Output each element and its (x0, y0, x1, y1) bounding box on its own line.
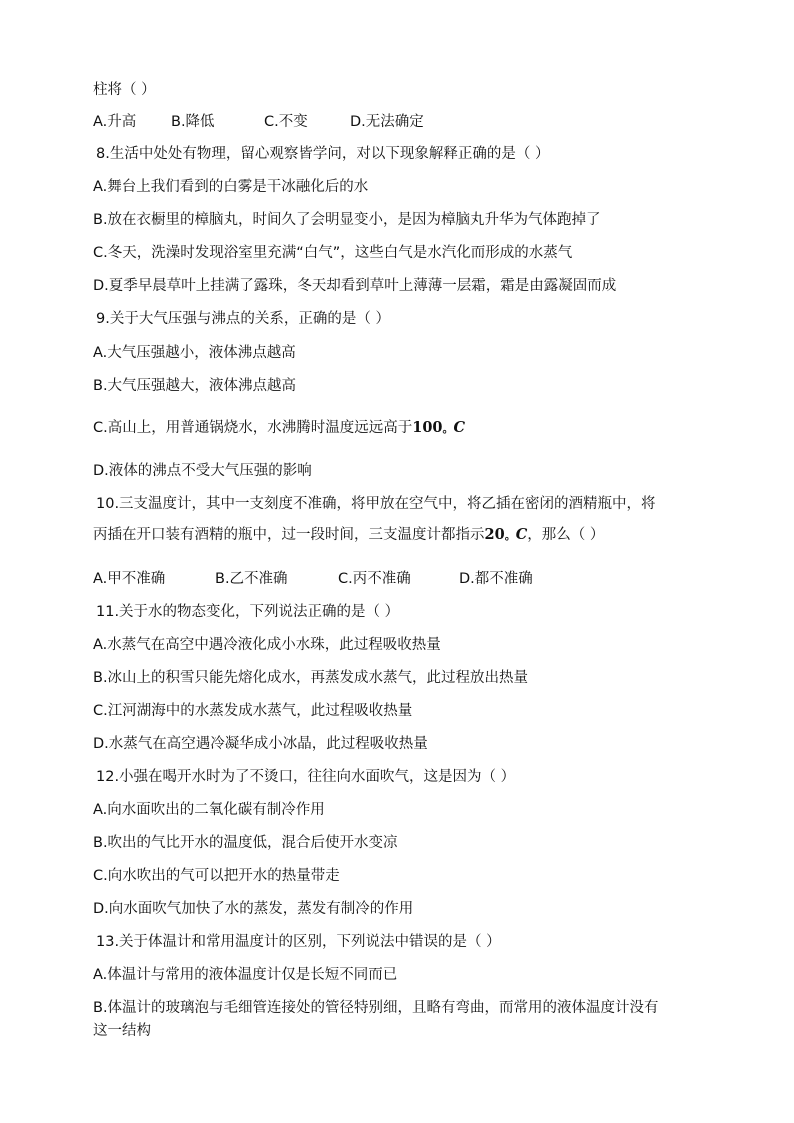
q7-option-b: B.降低 (171, 114, 215, 130)
q10-stem-line2: 丙插在开口装有酒精的瓶中，过一段时间，三支温度计都指示20。C，那么（ ） (93, 526, 605, 543)
q12-option-c: C.向水吹出的气可以把开水的热量带走 (93, 868, 340, 884)
q13-option-b-line1: B.体温计的玻璃泡与毛细管连接处的管径特别细，且略有弯曲，而常用的液体温度计没有 (93, 1000, 659, 1016)
q7-option-d: D.无法确定 (350, 114, 424, 130)
q11-option-a: A.水蒸气在高空中遇冷液化成小水珠，此过程吸收热量 (93, 637, 441, 653)
q9-option-a: A.大气压强越小，液体沸点越高 (93, 345, 296, 361)
q11-option-c: C.江河湖海中的水蒸发成水蒸气，此过程吸收热量 (93, 703, 413, 719)
q7-stem-continuation: 柱将（ ） (93, 82, 156, 98)
q12-option-a: A.向水面吹出的二氧化碳有制冷作用 (93, 802, 325, 818)
q9-option-b: B.大气压强越大，液体沸点越高 (93, 378, 297, 394)
q8-option-d: D.夏季早晨草叶上挂满了露珠，冬天却看到草叶上薄薄一层霜，霜是由露凝固而成 (93, 278, 617, 294)
q12-stem: 12.小强在喝开水时为了不烫口，往往向水面吹气，这是因为（ ） (96, 769, 516, 785)
q8-option-b: B.放在衣橱里的樟脑丸，时间久了会明显变小，是因为樟脑丸升华为气体跑掉了 (93, 212, 601, 228)
q11-option-b: B.冰山上的积雪只能先熔化成水，再蒸发成水蒸气，此过程放出热量 (93, 670, 529, 686)
q11-option-d: D.水蒸气在高空遇冷凝华成小冰晶，此过程吸收热量 (93, 736, 428, 752)
q10-options (93, 569, 533, 589)
q7-options (93, 112, 424, 132)
q8-option-c: C.冬天，洗澡时发现浴室里充满“白气”，这些白气是水汽化而形成的水蒸气 (93, 245, 573, 261)
q8-option-a: A.舞台上我们看到的白雾是干冰融化后的水 (93, 179, 369, 195)
q10-option-d: D.都不准确 (459, 571, 533, 587)
q10-option-c: C.丙不准确 (338, 571, 411, 587)
q9-option-c: C.高山上，用普通锅烧水，水沸腾时温度远远高于100。C (93, 419, 466, 436)
q13-stem: 13.关于体温计和常用温度计的区别，下列说法中错误的是（ ） (96, 934, 501, 950)
q10-stem-line1: 10.三支温度计，其中一支刻度不准确，将甲放在空气中，将乙插在密闭的酒精瓶中，将 (96, 496, 656, 512)
q13-option-b-line2: 这一结构 (93, 1023, 151, 1039)
q9-option-d: D.液体的沸点不受大气压强的影响 (93, 463, 312, 479)
q10-option-b: B.乙不准确 (215, 571, 288, 587)
q12-option-b: B.吹出的气比开水的温度低，混合后使开水变凉 (93, 835, 398, 851)
temperature-value: 100。C (412, 419, 466, 436)
q8-stem: 8.生活中处处有物理，留心观察皆学问，对以下现象解释正确的是（ ） (96, 146, 550, 162)
q7-option-c: C.不变 (264, 114, 308, 130)
q9-stem: 9.关于大气压强与沸点的关系，正确的是（ ） (96, 311, 390, 327)
temperature-value: 20。C (484, 526, 528, 543)
q10-option-a: A.甲不准确 (93, 571, 166, 587)
q11-stem: 11.关于水的物态变化，下列说法正确的是（ ） (96, 604, 400, 620)
q13-option-a: A.体温计与常用的液体温度计仅是长短不同而已 (93, 967, 398, 983)
q7-option-a: A.升高 (93, 114, 137, 130)
q12-option-d: D.向水面吹气加快了水的蒸发，蒸发有制冷的作用 (93, 901, 414, 917)
